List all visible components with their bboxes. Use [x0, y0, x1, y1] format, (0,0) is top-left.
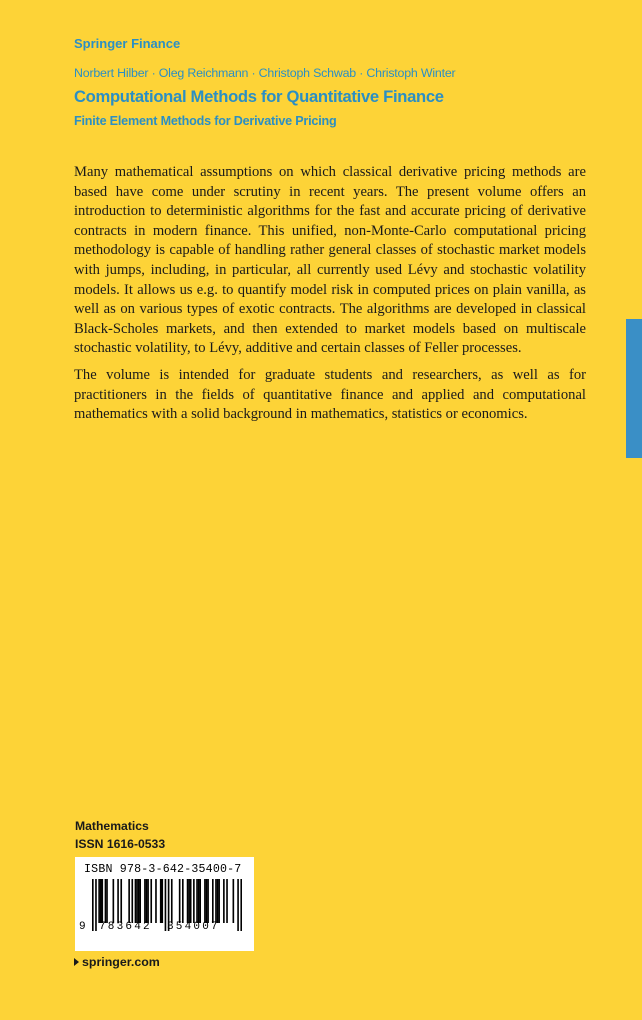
ean-left-digits: 783642	[99, 921, 152, 933]
barcode-bar	[182, 879, 184, 923]
barcode-bar	[161, 879, 163, 923]
barcode-bar	[160, 879, 162, 923]
barcode-bar	[113, 879, 115, 923]
barcode-bar	[106, 879, 108, 923]
book-subtitle: Finite Element Methods for Derivative Pricing	[74, 114, 337, 128]
spine-accent-bar	[626, 319, 642, 458]
barcode-bar	[165, 879, 167, 931]
publisher-website[interactable]	[74, 955, 160, 969]
ean-right-digits: 354007	[167, 921, 220, 933]
barcode-bar	[226, 879, 228, 923]
barcode-bar	[199, 879, 201, 923]
barcode-bar	[223, 879, 225, 923]
barcode-bar	[128, 879, 130, 923]
barcode-bar	[171, 879, 173, 923]
isbn-label: ISBN 978-3-642-35400-7	[84, 863, 242, 876]
barcode-bar	[150, 879, 152, 923]
barcode-bar	[198, 879, 200, 923]
barcode-bar	[233, 879, 235, 923]
barcode-bar	[237, 879, 239, 931]
barcode-bar	[100, 879, 102, 923]
barcode-bar	[155, 879, 157, 923]
barcode-bar	[147, 879, 149, 923]
barcode-bar	[138, 879, 140, 923]
barcode-bar	[146, 879, 148, 923]
barcode-bar	[144, 879, 146, 923]
barcode-bar	[135, 879, 137, 923]
issn-label: ISSN 1616-0533	[75, 837, 166, 851]
barcode-bar	[188, 879, 190, 923]
arrow-right-icon	[74, 958, 79, 966]
author-list: Norbert Hilber · Oleg Reichmann · Christoph Schwab · Christoph Winter	[74, 66, 456, 80]
barcode-bar	[101, 879, 103, 923]
barcode-bar	[95, 879, 97, 931]
barcode-bar	[131, 879, 133, 923]
blurb	[74, 163, 586, 425]
barcode-bar	[98, 879, 100, 923]
barcode-bar	[215, 879, 217, 923]
barcode-bar	[120, 879, 122, 923]
barcode-bar	[240, 879, 242, 931]
book-title: Computational Methods for Quantitative Finance	[74, 87, 444, 106]
series-label: Springer Finance	[74, 36, 181, 51]
barcode-bar	[217, 879, 219, 923]
barcode-bar	[105, 879, 107, 923]
barcode-bar	[190, 879, 192, 923]
barcode-bar	[92, 879, 94, 931]
barcode-bar	[206, 879, 208, 923]
barcode-bar	[212, 879, 214, 923]
barcode-panel	[75, 857, 254, 951]
barcode-bar	[196, 879, 198, 923]
barcode-bar	[136, 879, 138, 923]
barcode-bar	[218, 879, 220, 923]
barcode-bar	[204, 879, 206, 923]
blurb-paragraph-2: The volume is intended for graduate students and researchers, as well as for practitioners in the fields of quantitative finance and applied and computational mathematics with a solid background in mathematics, statistics or economics.	[74, 366, 586, 423]
barcode-bar	[207, 879, 209, 923]
blurb-paragraph-1: Many mathematical assumptions on which classical derivative pricing methods are based have come under scrutiny in recent years. The present volume offers an introduction to deterministic algorithms for the fast and accurate pricing of derivative contracts in modern finance. This unified, non-Monte-Carlo computational pricing methodology is capable of handling rather general classes of stochastic market models with jumps, including, in particular, all currently used Lévy and stochastic volatility models. It allows us e.g. to quantify model risk in computed prices on plain vanilla, as well as on various types of exotic contracts. The algorithms are developed in classical Black-Scholes markets, and then extended to market models based on multiscale stochastic volatility, to Lévy, additive and certain classes of Feller processes.	[74, 164, 586, 357]
subject-category: Mathematics	[75, 819, 149, 833]
ean-first-digit: 9	[79, 921, 86, 933]
website-label: springer.com	[82, 955, 160, 969]
barcode-bar	[193, 879, 195, 923]
barcode-bar	[139, 879, 141, 923]
barcode-bar	[117, 879, 119, 923]
barcode-bar	[179, 879, 181, 923]
barcode-bar	[187, 879, 189, 923]
